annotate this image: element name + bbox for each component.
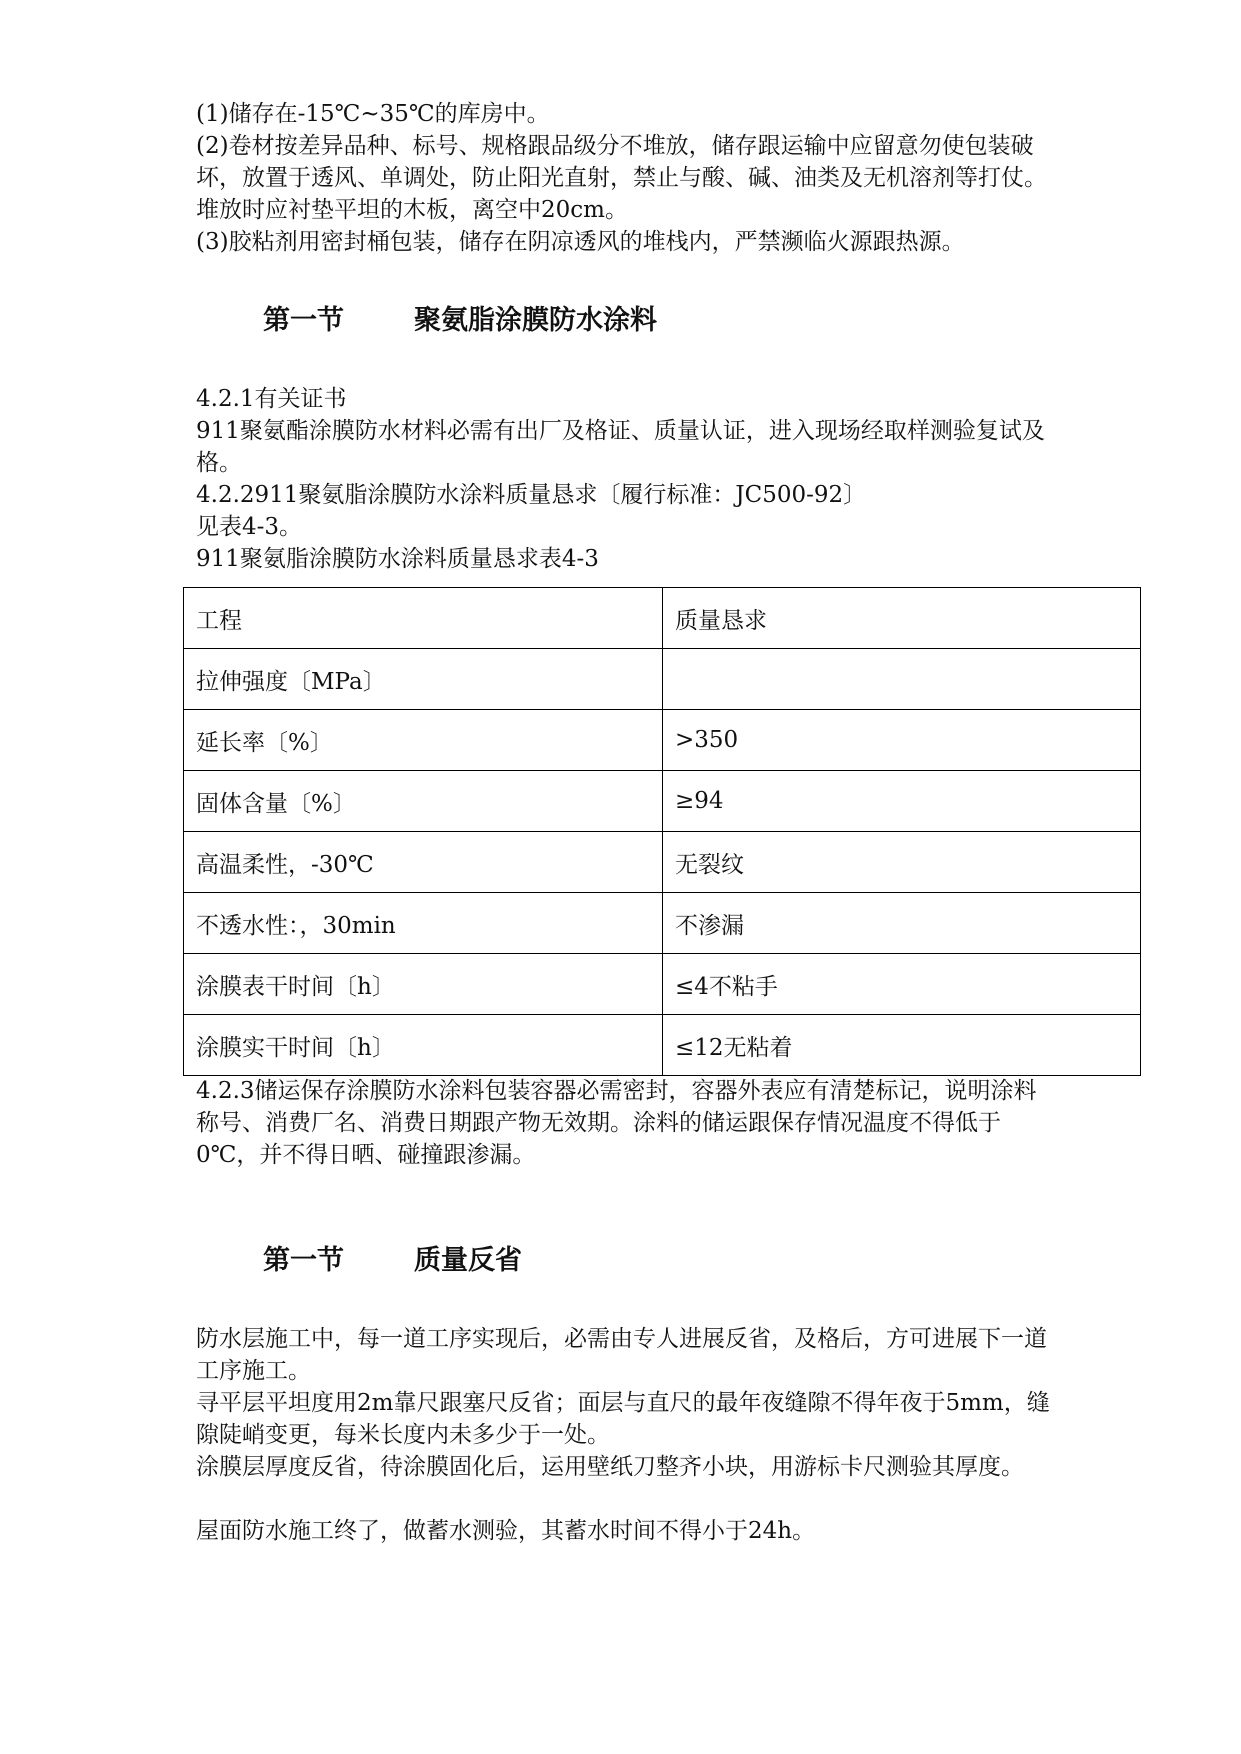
table-row — [184, 954, 1141, 1015]
quality-requirements-table — [183, 587, 1141, 1076]
section-heading-inspection — [263, 1243, 522, 1279]
table-cell-requirement: ≤4不粘手 — [663, 954, 1141, 1015]
clause-4-2-1-body: 911聚氨酯涂膜防水材料必需有出厂及格证、质量认证，进入现场经取样测验复试及格。 — [196, 418, 1045, 476]
table-cell-item: 涂膜表干时间〔h〕 — [184, 954, 663, 1015]
inspection-paragraph-1: 防水层施工中，每一道工序实现后，必需由专人进展反省，及格后，方可进展下一道工序施工。 — [196, 1326, 1047, 1384]
storage-item-1: (1)储存在-15℃~35℃的库房中。 — [196, 101, 550, 127]
storage-item-3: (3)胶粘剂用密封桶包装，储存在阴凉透风的堆栈内，严禁濒临火源跟热源。 — [196, 229, 965, 255]
section-title: 质量反省 — [414, 1245, 522, 1276]
inspection-paragraph-3: 涂膜层厚度反省，待涂膜固化后，运用壁纸刀整齐小块，用游标卡尺测验其厚度。 — [196, 1454, 1024, 1480]
table-header-cell: 质量恳求 — [663, 588, 1141, 649]
table-header-cell: 工程 — [184, 588, 663, 649]
table-header-row — [184, 588, 1141, 649]
table-cell-requirement: 不渗漏 — [663, 893, 1141, 954]
table-cell-requirement: >350 — [663, 710, 1141, 771]
table-cell-requirement: 无裂纹 — [663, 832, 1141, 893]
section-title: 聚氨脂涂膜防水涂料 — [414, 305, 657, 336]
section-heading-coating — [263, 303, 657, 339]
inspection-paragraph-2: 寻平层平坦度用2m靠尺跟塞尺反省；面层与直尺的最年夜缝隙不得年夜于5mm，缝隙陡峭变更，每米长度内未多少于一处。 — [196, 1390, 1050, 1448]
clause-4-2-1-title: 4.2.1有关证书 — [196, 386, 347, 412]
table-row — [184, 710, 1141, 771]
table-cell-item: 高温柔性，-30℃ — [184, 832, 663, 893]
table-cell-item: 延长率〔%〕 — [184, 710, 663, 771]
table-cell-item: 固体含量〔%〕 — [184, 771, 663, 832]
table-cell-item: 不透水性：，30min — [184, 893, 663, 954]
table-cell-item: 拉伸强度〔MPa〕 — [184, 649, 663, 710]
table-cell-requirement: ≥94 — [663, 771, 1141, 832]
table-caption: 911聚氨脂涂膜防水涂料质量恳求表4-3 — [196, 546, 599, 572]
table-reference: 见表4-3。 — [196, 514, 303, 540]
storage-item-2: (2)卷材按差异品种、标号、规格跟品级分不堆放，储存跟运输中应留意勿使包装破坏，放置于透风、单调处，防止阳光直射，禁止与酸、碱、油类及无机溶剂等打仗。堆放时应衬垫平坦的木板，离空中20cm。 — [196, 133, 1047, 223]
clause-4-2-3: 4.2.3储运保存涂膜防水涂料包装容器必需密封，容器外表应有清楚标记，说明涂料称号、消费厂名、消费日期跟产物无效期。涂料的储运跟保存情况温度不得低于0℃，并不得日晒、碰撞跟渗漏。 — [196, 1078, 1037, 1168]
table-row — [184, 893, 1141, 954]
table-cell-item: 涂膜实干时间〔h〕 — [184, 1015, 663, 1076]
clause-4-2-2: 4.2.2911聚氨脂涂膜防水涂料质量恳求〔履行标准：JC500-92〕 — [196, 482, 867, 508]
table-row — [184, 832, 1141, 893]
inspection-paragraph-4: 屋面防水施工终了，做蓄水测验，其蓄水时间不得小于24h。 — [196, 1518, 816, 1544]
section-label: 第一节 — [263, 305, 344, 336]
section-label: 第一节 — [263, 1245, 344, 1276]
table-row — [184, 1015, 1141, 1076]
table-row — [184, 649, 1141, 710]
table-row — [184, 771, 1141, 832]
table-cell-requirement: ≤12无粘着 — [663, 1015, 1141, 1076]
table-cell-requirement — [663, 649, 1141, 710]
